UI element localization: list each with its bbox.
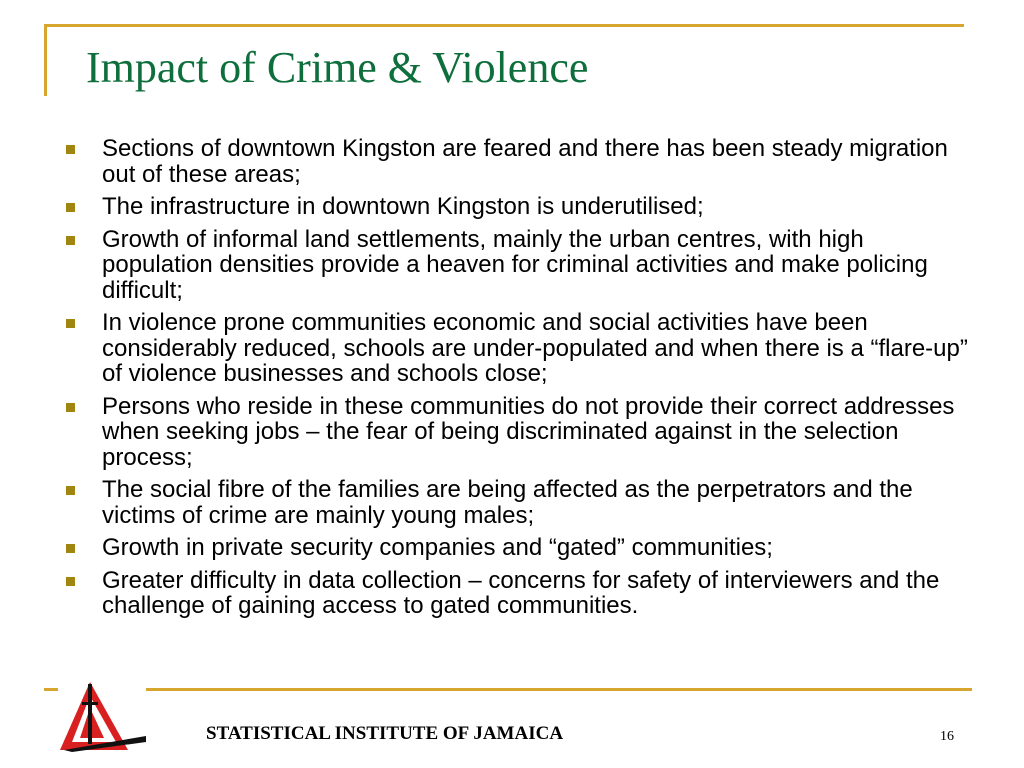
square-bullet-icon xyxy=(66,403,75,412)
bullet-text: In violence prone communities economic and social activities have been considerably reduced, schools are under-populated and when there is a “flare-up” of violence businesses and schools close; xyxy=(102,309,968,387)
footer-rule xyxy=(146,688,972,691)
frame-left-rule xyxy=(44,24,47,96)
bullet-item xyxy=(66,310,976,387)
page-number: 16 xyxy=(940,729,954,744)
footer-organization: STATISTICAL INSTITUTE OF JAMAICA xyxy=(206,723,564,744)
bullet-item xyxy=(66,477,976,528)
frame-top-rule xyxy=(44,24,964,27)
square-bullet-icon xyxy=(66,577,75,586)
square-bullet-icon xyxy=(66,203,75,212)
bullet-item xyxy=(66,194,976,220)
bullet-item xyxy=(66,535,976,561)
square-bullet-icon xyxy=(66,486,75,495)
footer-rule-left xyxy=(44,688,58,691)
bullet-text: The social fibre of the families are being affected as the perpetrators and the victims of crime are mainly young males; xyxy=(102,476,913,529)
square-bullet-icon xyxy=(66,319,75,328)
bullet-item xyxy=(66,394,976,471)
bullet-text: The infrastructure in downtown Kingston is underutilised; xyxy=(102,193,704,220)
bullet-text: Sections of downtown Kingston are feared and there has been steady migration out of these areas; xyxy=(102,135,948,188)
square-bullet-icon xyxy=(66,145,75,154)
square-bullet-icon xyxy=(66,544,75,553)
bullet-text: Greater difficulty in data collection – concerns for safety of interviewers and the challenge of gaining access to gated communities. xyxy=(102,566,940,619)
bullet-text: Growth in private security companies and “gated” communities; xyxy=(102,534,773,561)
bullet-item xyxy=(66,227,976,304)
square-bullet-icon xyxy=(66,236,75,245)
slide-title: Impact of Crime & Violence xyxy=(86,43,589,92)
bullet-item xyxy=(66,568,976,619)
bullet-text: Persons who reside in these communities do not provide their correct addresses when seeking jobs – the fear of being discriminated against in the selection process; xyxy=(102,392,955,471)
bullet-list xyxy=(66,136,976,626)
bullet-item xyxy=(66,136,976,187)
bullet-text: Growth of informal land settlements, mainly the urban centres, with high population densities provide a heaven for criminal activities and make policing difficult; xyxy=(102,225,928,304)
statin-triangle-logo-icon xyxy=(58,680,148,752)
